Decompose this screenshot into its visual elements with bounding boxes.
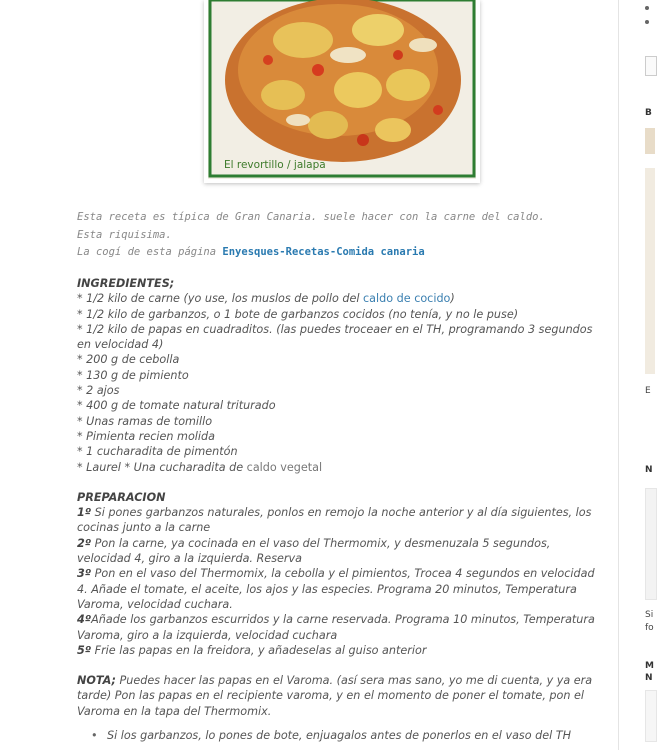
note-label: NOTA;	[77, 674, 116, 688]
sidebar-label-si: Si	[645, 610, 654, 620]
intro-line-2: Esta riquisima.	[77, 229, 172, 241]
step-number: 2º	[77, 536, 92, 550]
sidebar-search-input[interactable]	[645, 56, 657, 76]
sidebar-heading-m: M	[645, 661, 654, 671]
sidebar-label-e: E	[645, 386, 651, 396]
sidebar	[618, 0, 652, 750]
ingredient-item: * 130 g de pimiento	[77, 368, 189, 382]
sidebar-image[interactable]	[645, 168, 655, 374]
sidebar-bullet-icon	[645, 6, 649, 10]
caldo-vegetal-link[interactable]: caldo vegetal	[246, 460, 323, 474]
recipe-photo-image	[208, 0, 476, 179]
ingredient-text-suffix: )	[450, 292, 455, 306]
ingredient-item	[77, 460, 607, 475]
intro-line-3	[77, 246, 425, 258]
note-text: Puedes hacer las papas en el Varoma. (así sera mas sano, yo me di cuenta, y ya era tarde) Pon las papas en el recipiente varoma, y en el momento de poner el tomate, pon el Varoma en la tapa del Thermomix.	[77, 674, 593, 718]
ingredient-item: * 1 cucharadita de pimentón	[77, 445, 238, 459]
note-bullets	[77, 728, 607, 743]
sidebar-heading-n: N	[645, 465, 653, 475]
preparation-heading: PREPARACION	[77, 490, 166, 504]
step-text: Si pones garbanzos naturales, ponlos en remojo la noche anterior y al día siguientes, los cocinas junto a la carne	[77, 506, 592, 535]
step-item	[77, 505, 607, 536]
source-link[interactable]: Enyesques-Recetas-Comida canaria	[222, 246, 425, 258]
intro-line-1: Esta receta es típica de Gran Canaria. suele hacer con la carne del caldo.	[77, 211, 545, 223]
recipe-photo-frame	[204, 0, 480, 183]
ingredient-item: * 400 g de tomate natural triturado	[77, 399, 276, 413]
recipe-body	[77, 276, 607, 743]
step-item	[77, 536, 607, 567]
ingredient-item: * 200 g de cebolla	[77, 353, 180, 367]
ingredient-item: * 1/2 kilo de papas en cuadraditos. (las puedes troceaer en el TH, programando 3 segundos en velocidad 4)	[77, 322, 593, 352]
ingredient-item	[77, 291, 607, 306]
sidebar-widget-box-2	[645, 690, 657, 742]
ingredient-text: * 1/2 kilo de carne (yo use, los muslos de pollo del	[77, 292, 364, 306]
step-text: Pon en el vaso del Thermomix, la cebolla y el pimientos, Trocea 4 segundos en velocidad 4. Añade el tomate, el aceite, los ajos y las especies. Programa 20 minutos, Temperatura Varoma, velocidad cuchara.	[77, 567, 595, 611]
ingredient-item: * 2 ajos	[77, 384, 120, 398]
ingredient-item: * 1/2 kilo de garbanzos, o 1 bote de garbanzos cocidos (no tenía, y no le puse)	[77, 307, 519, 321]
step-number: 3º	[77, 567, 92, 581]
intro-source-label: La cogí de esta página	[77, 246, 223, 258]
sidebar-heading-n2: N	[645, 673, 653, 683]
step-item	[77, 612, 607, 643]
step-text: Pon la carne, ya cocinada en el vaso del Thermomix, y desmenuzala 5 segundos, velocidad 4, giro a la izquierda. Reserva	[77, 536, 551, 566]
ingredient-item: * Unas ramas de tomillo	[77, 414, 213, 428]
ingredients-heading: INGREDIENTES;	[77, 277, 175, 290]
recipe-photo	[208, 0, 476, 179]
sidebar-label-fo: fo	[645, 623, 654, 633]
ingredient-text: * Laurel * Una cucharadita de	[77, 460, 247, 474]
step-item	[77, 566, 607, 612]
sidebar-widget-box	[645, 488, 657, 600]
step-text: Frie las papas en la freidora, y añadeselas al guiso anterior	[91, 643, 427, 657]
list-item: • Si los garbanzos, lo pones de bote, enjuagalos antes de ponerlos en el vaso del TH	[107, 728, 607, 743]
note-paragraph	[77, 673, 607, 719]
photo-caption: El revortillo / jalapa	[224, 159, 326, 171]
step-number: 1º	[77, 506, 92, 520]
caldo-cocido-link[interactable]: caldo de cocido	[363, 292, 451, 306]
step-text: Añade los garbanzos escurridos y la carne reservada. Programa 10 minutos, Temperatura Varoma, giro a la izquierda, velocidad cuchara	[77, 613, 595, 642]
ingredient-item: * Pimienta recien molida	[77, 429, 215, 443]
sidebar-thumbnail[interactable]	[645, 128, 655, 154]
sidebar-heading-b: B	[645, 108, 652, 118]
sidebar-bullet-icon	[645, 20, 649, 24]
step-item	[77, 643, 607, 658]
step-number: 5º	[77, 643, 92, 657]
step-number: 4º	[77, 613, 92, 627]
